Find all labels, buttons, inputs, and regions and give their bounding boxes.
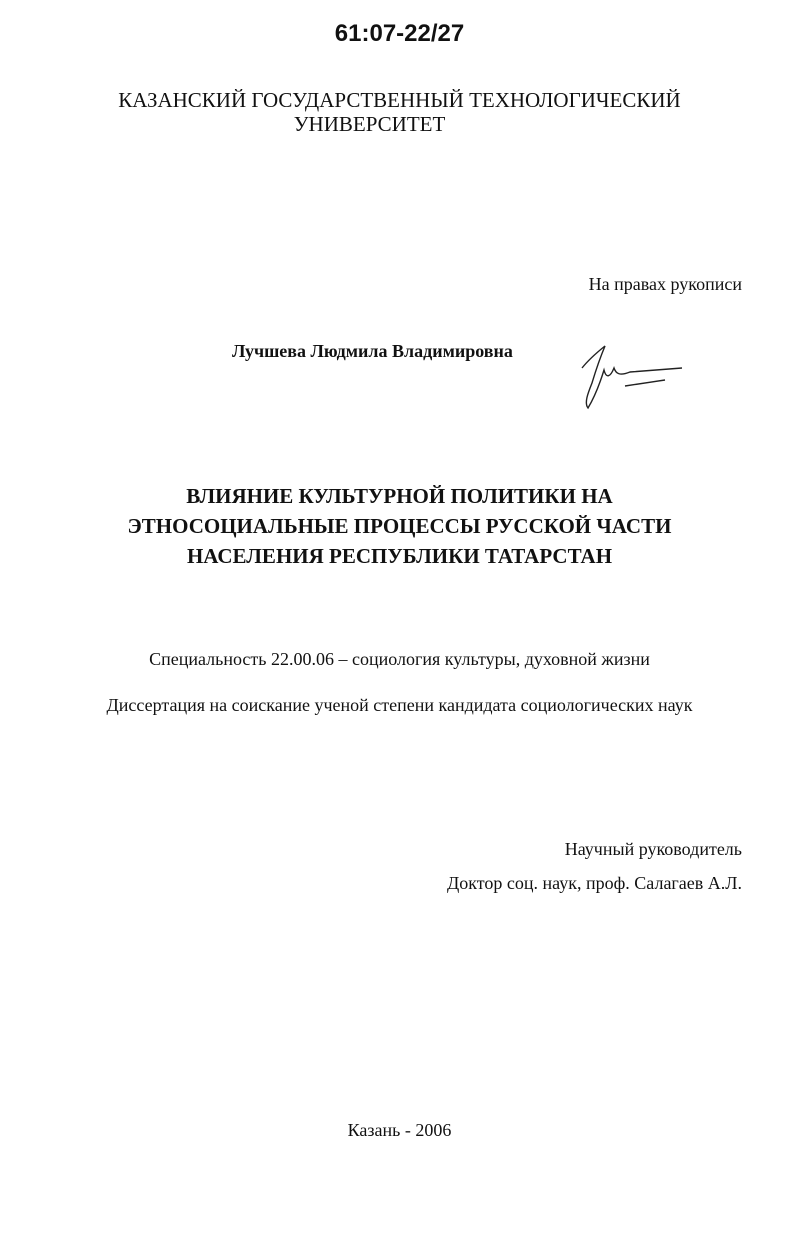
advisor-label: Научный руководитель — [564, 839, 742, 859]
title-line-2: ЭТНОСОЦИАЛЬНЫЕ ПРОЦЕССЫ РУССКОЙ ЧАСТИ — [127, 514, 672, 538]
signature-icon — [570, 338, 690, 418]
document-code: 61:07-22/27 — [334, 20, 465, 47]
title-line-3: НАСЕЛЕНИЯ РЕСПУБЛИКИ ТАТАРСТАН — [186, 544, 613, 568]
city-year: Казань - 2006 — [347, 1120, 452, 1140]
university-line-1: КАЗАНСКИЙ ГОСУДАРСТВЕННЫЙ ТЕХНОЛОГИЧЕСКИЙ — [118, 88, 681, 112]
advisor: Доктор соц. наук, проф. Салагаев А.Л. — [447, 873, 742, 893]
manuscript-note: На правах рукописи — [588, 274, 742, 294]
author-name: Лучшева Людмила Владимировна — [232, 341, 513, 361]
university-line-2: УНИВЕРСИТЕТ — [293, 112, 446, 136]
degree: Диссертация на соискание ученой степени кандидата социологических наук — [106, 695, 693, 715]
title-line-1: ВЛИЯНИЕ КУЛЬТУРНОЙ ПОЛИТИКИ НА — [186, 484, 613, 508]
specialty: Специальность 22.00.06 – социология культуры, духовной жизни — [149, 649, 650, 669]
